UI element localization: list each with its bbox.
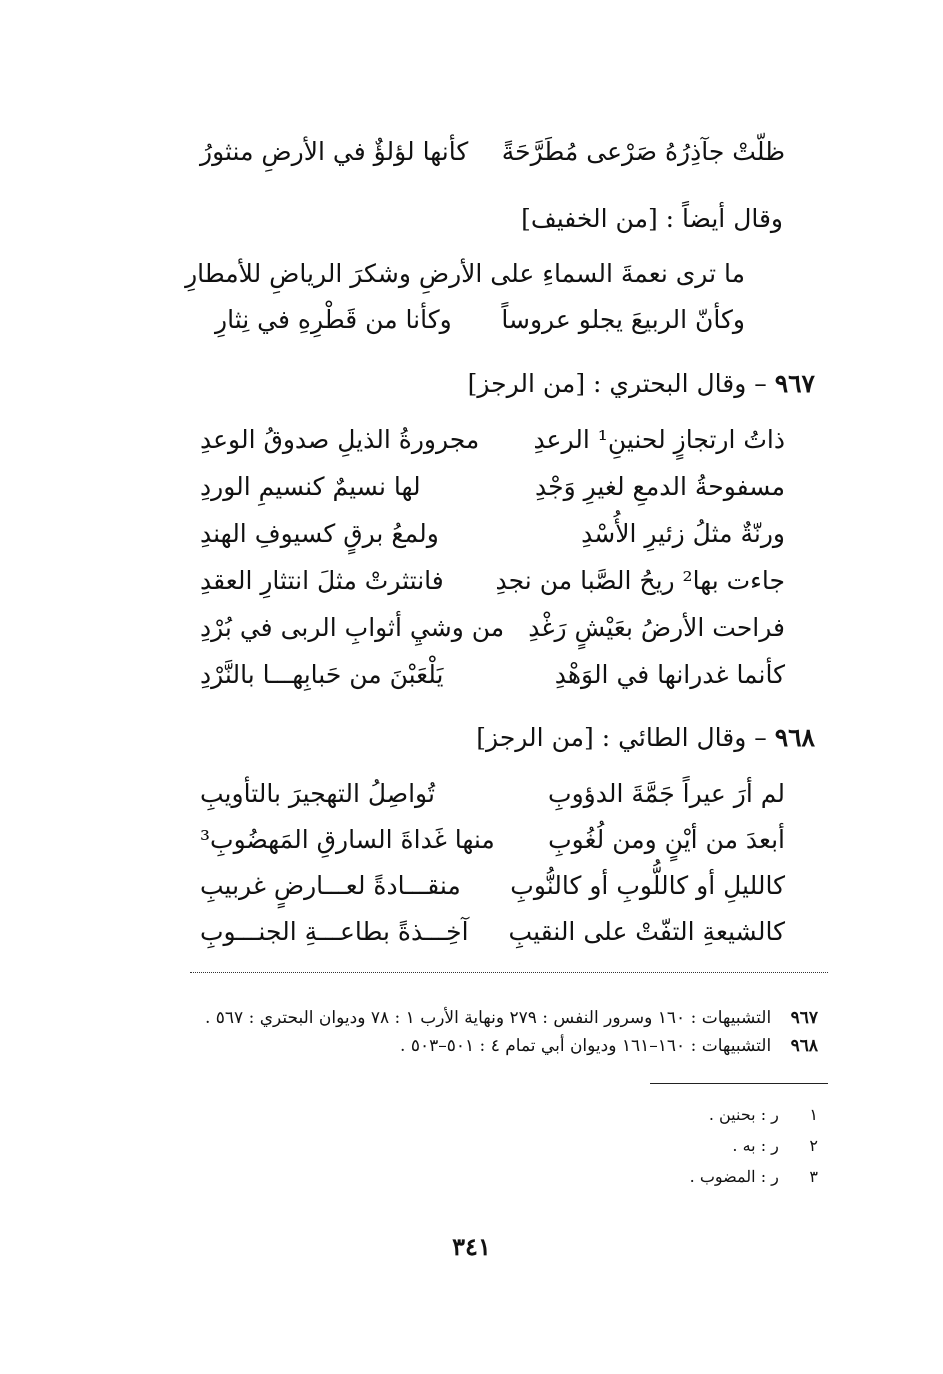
khafif-intro: وقال أيضاً : [من الخفيف]: [521, 204, 783, 233]
verse-hemistich-first: كأنما غدرانها في الوَهْدِ: [554, 660, 785, 689]
footnote: [732, 1131, 818, 1161]
footnote: [690, 1162, 818, 1192]
verse-hemistich-first: ظلّتْ جآذِرُهُ صَرْعى مُطَرَّحَةً: [501, 137, 785, 166]
footnote-number: ٣: [809, 1167, 818, 1186]
verse-hemistich-first: ما ترى نعمةَ السماءِ على الأر: [449, 259, 745, 288]
poem-number: ٩٦٧: [774, 369, 815, 398]
verse-hemistich-first: فراحت الأرضُ بعَيْشٍ رَغْدِ: [528, 613, 785, 642]
verse-hemistich-second: منقـــادةً لعـــارضٍ غربيبِ: [200, 871, 461, 900]
page-number: ٣٤١: [452, 1232, 491, 1261]
verse-hemistich-second: آخِـــذةً بطاعـــةِ الجنـــوبِ: [200, 917, 469, 946]
verse-hemistich-second: فانتثرتْ مثلَ انتثارِ العقدِ: [200, 566, 444, 595]
verse-hemistich-first: مسفوحةُ الدمعِ لغيرِ وَجْدِ: [535, 472, 785, 501]
source-number: ٩٦٧: [790, 1008, 818, 1028]
verse-line: [200, 653, 785, 697]
verse-hemistich-second: ضِ وشكرَ الرياضِ للأمطارِ: [185, 259, 450, 288]
source-text: التشبيهات : ١٦٠ وسرور النفس : ٢٧٩ ونهاية الأرب ١ : ٧٨ وديوان البحتري : ٥٦٧ .: [204, 1008, 772, 1028]
verse-line: [200, 418, 785, 462]
verse-line: [200, 559, 785, 603]
source-reference: [205, 1003, 818, 1033]
source-number: ٩٦٨: [790, 1036, 818, 1056]
verse-hemistich-second: يَلْعَبْنَ من حَبابِهـــا بالنَّرْدِ: [200, 660, 444, 689]
footnote-text: ر : المضوب .: [689, 1167, 779, 1186]
verse-hemistich-second: ولمعُ برقٍ كسيوفِ الهندِ: [200, 519, 439, 548]
verse-line: [200, 512, 785, 556]
verse-hemistich-first: جاءت بها² ريحُ الصَّبا من نجدِ: [495, 566, 785, 595]
verse-line: [215, 298, 745, 342]
poem-heading-text: – وقال الطائي : [من الرجز]: [476, 723, 767, 752]
footnote-separator: [650, 1083, 828, 1084]
verse-hemistich-first: كالليلِ أو كاللُّوبِ أو كالنُّوبِ: [510, 871, 785, 900]
verse-hemistich-first: ورنّةٌ مثلُ زئيرِ الأُسْدِ: [581, 519, 785, 548]
verse-hemistich-second: وكأنا من قَطْرِهِ في نِثارِ: [215, 305, 452, 334]
dotted-separator: [190, 972, 828, 973]
verse-hemistich-second: من وشيِ أثوابِ الربى في بُرْدِ: [200, 613, 505, 642]
poem-heading-text: – وقال البحتري : [من الرجز]: [467, 369, 767, 398]
footnote-number: ٢: [809, 1136, 818, 1155]
verse-hemistich-second: لها نسيمٌ كنسيمِ الوردِ: [200, 472, 421, 501]
footnote-text: ر : بحنين .: [708, 1105, 779, 1124]
poem-number: ٩٦٨: [774, 723, 815, 752]
verse-hemistich-second: كأنها لؤلؤٌ في الأرضِ منثورُ: [200, 137, 469, 166]
footnote-number: ١: [809, 1105, 818, 1124]
verse-line: [185, 252, 745, 296]
verse-hemistich-second: منها غَداةَ السارقِ المَهضُوبِ³: [200, 825, 495, 854]
source-reference: [400, 1031, 818, 1061]
poem-967-heading: [468, 362, 815, 406]
footnote: [709, 1100, 818, 1130]
verse-hemistich-first: ذاتُ ارتجازٍ لحنينِ¹ الرعدِ: [533, 425, 785, 454]
verse-hemistich-second: مجرورةُ الذيلِ صدوقُ الوعدِ: [200, 425, 480, 454]
verse-line: [200, 130, 785, 174]
source-text: التشبيهات : ١٦٠–١٦١ وديوان أبي تمام ٤ : ٥٠١–٥٠٣ .: [400, 1036, 772, 1056]
verse-hemistich-first: كالشيعةِ التفّتْ على النقيبِ: [508, 917, 785, 946]
verse-line: [200, 818, 785, 862]
verse-line: [200, 465, 785, 509]
verse-line: [200, 606, 785, 650]
footnote-text: ر : به .: [732, 1136, 779, 1155]
verse-line: [200, 772, 785, 816]
verse-hemistich-second: تُواصِلُ التهجيرَ بالتأويبِ: [200, 779, 435, 808]
verse-hemistich-first: لم أرَ عيراً جَمَّةَ الدؤوبِ: [548, 779, 785, 808]
poem-968-heading: [476, 716, 815, 760]
verse-line: [200, 910, 785, 954]
verse-line: [200, 864, 785, 908]
verse-hemistich-first: أبعدَ من أيْنٍ ومن لُغُوبِ: [548, 825, 785, 854]
verse-hemistich-first: وكأنّ الربيعَ يجلو عروساً: [501, 305, 745, 334]
